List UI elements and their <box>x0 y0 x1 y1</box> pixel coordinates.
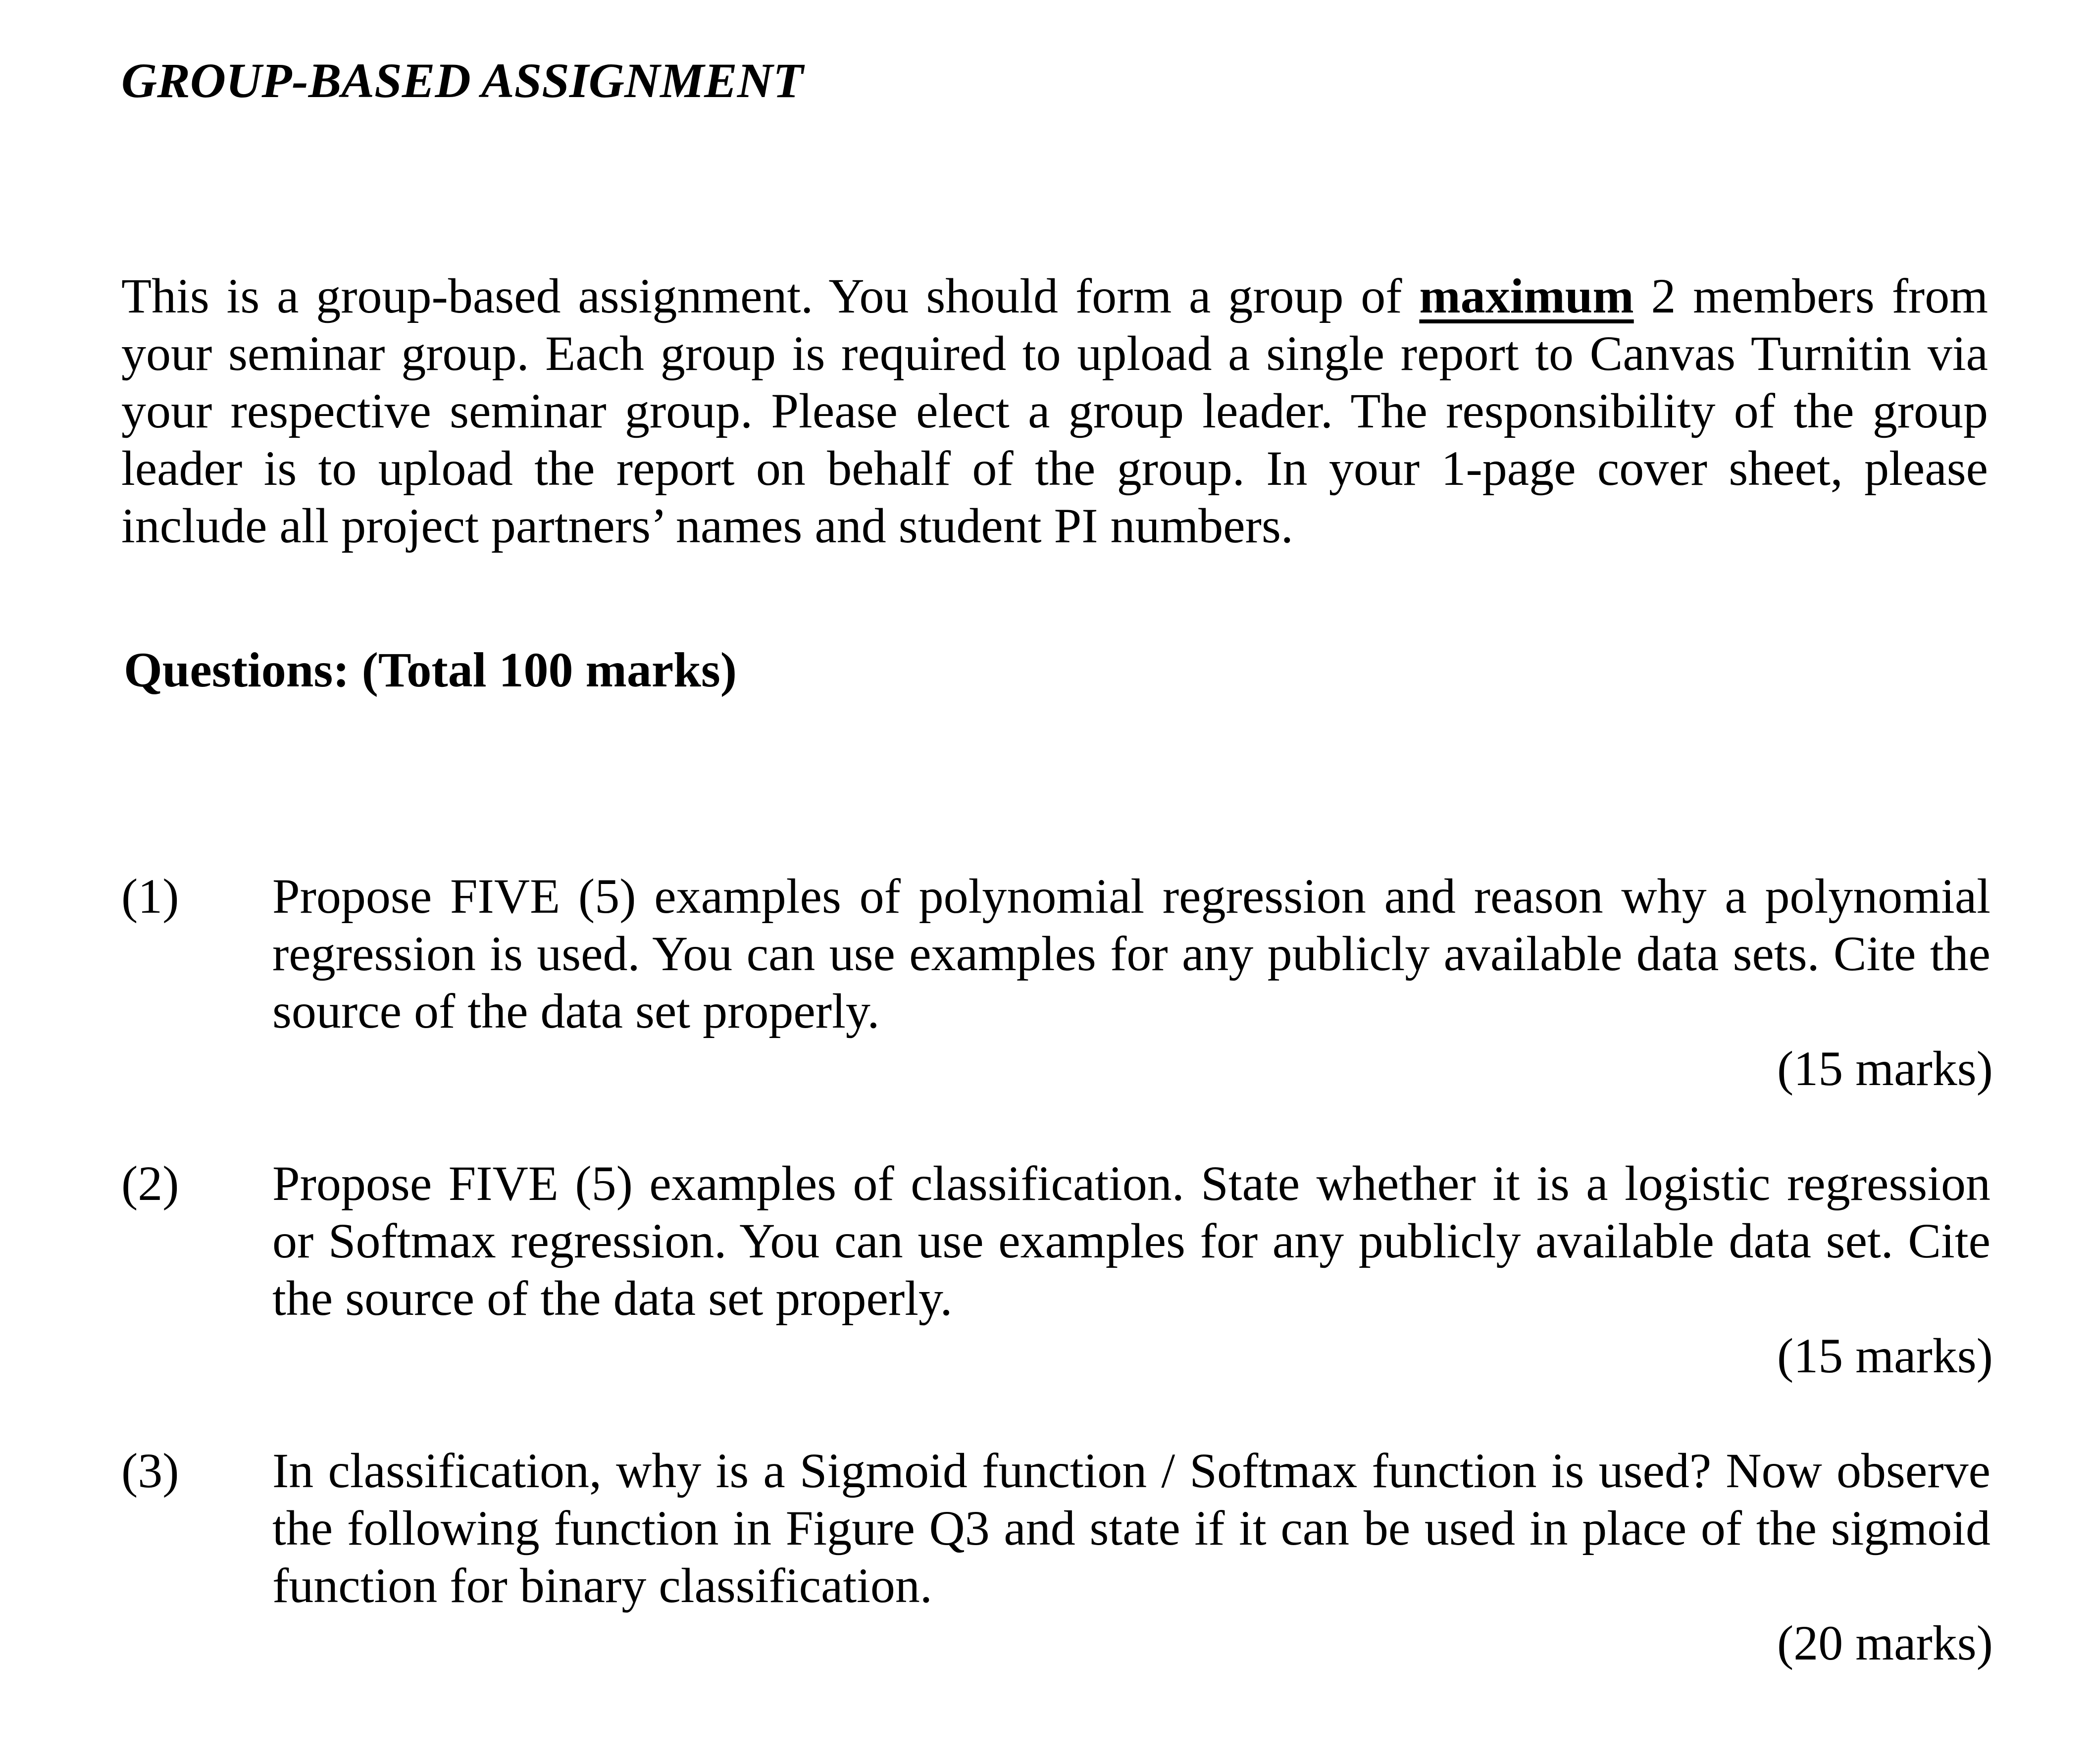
question-text: Propose FIVE (5) examples of classification. State whether it is a logistic regression or Softmax regression. You can use examples for any publicly available data set. Cite the source of the data set properly. <box>272 1156 1990 1326</box>
question-marks: (15 marks) <box>1777 1041 1993 1096</box>
question-marks: (15 marks) <box>1777 1328 1993 1383</box>
questions-heading: Questions: (Total 100 marks) <box>124 642 737 697</box>
question-number: (3) <box>121 1443 179 1498</box>
intro-text-end: 2 members from your seminar group. Each group is required to upload a single report to Canvas Turnitin via your respective seminar group. Please elect a group leader. The responsibility of the group leader is to upload the report on behalf of the group. In your 1-page cover sheet, please include all project partners’ names and student PI numbers. <box>121 268 1988 553</box>
intro-text-start: This is a group-based assignment. You should form a group of <box>121 268 1420 323</box>
question-number: (2) <box>121 1156 179 1211</box>
intro-emphasis-maximum: maximum <box>1419 268 1634 323</box>
document-title: GROUP-BASED ASSIGNMENT <box>121 53 804 108</box>
question-number: (1) <box>121 869 179 924</box>
question-marks: (20 marks) <box>1777 1615 1993 1670</box>
question-text: In classification, why is a Sigmoid function / Softmax function is used? Now observe the following function in Figure Q3 and state if it can be used in place of the sigmoid function for binary classification. <box>272 1443 1990 1613</box>
intro-paragraph <box>121 267 1988 555</box>
question-text: Propose FIVE (5) examples of polynomial regression and reason why a polynomial regression is used. You can use examples for any publicly available data sets. Cite the source of the data set properly. <box>272 869 1990 1038</box>
